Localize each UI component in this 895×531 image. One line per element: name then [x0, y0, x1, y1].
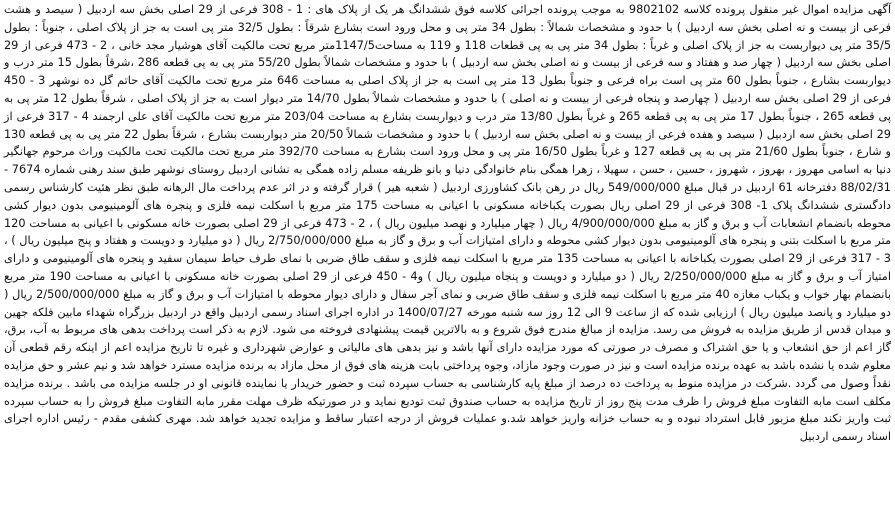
- auction-notice-text: آگهی مزایده اموال غیر منقول پرونده کلاسه 9802102 به موجب پرونده اجرائی کلاسه فوق ششدانگ هر یک از پلاک های : 1 - 308 فرعی از 29 اصلی بخش سه اردبیل ( سیصد و هشت فرعی از بیست و نه اصلی بخش سه اردبیل ) با حدود و مشخصات شمالاً : بطول 34 متر پی و محل ورود است بشارع شرقاً : بطول 32/5 متر پی است به جز از پلاک اصلی ، جنوباً : بطول 35/5 متر پی دیواربست به جز از پلاک اصلی و غرباً : بطول 34 متر پی به پی قطعات 118 و 119 به مساحت1147/5متر مربع تحت مالکیت آقای هوشیار مجد خانی ، 2 - 473 فرعی از 29 اصلی بخش سه اردبیل ( چهار صد و هفتاد و سه فرعی از بیست و نه اصلی بخش سه اردبیل ) با حدود و مشخصات شمالاً بطول 55/20 متر پی به پی قطعه 286 ،شرقاً بطول 15 متر درب و دیواربست بشارع ، جنوباً بطول 60 متر پی است براه فرعی و جنوباً بطول 13 متر پی است به جز از پلاک اصلی به مساحت 646 متر مربع تحت مالکیت آقای حاتم گل ده نوشهر 3 - 450 فرعی از 29 اصلی بخش سه اردبیل ( چهارصد و پنجاه فرعی از بیست و نه اصلی ) با حدود و مشخصات شمالاً بطول 14/70 متر دیوار است به جز از پلاک اصلی ، شرقاً بطول 12 متر پی به پی قطعه 265 ، جنوباً بطول 17 متر پی به پی قطعه 265 و غرباً بطول 13/80 متر درب و دیواربست بشارع به مساحت 203/04 متر مربع تحت مالکیت آقای علی ارجمند 4 - 317 فرعی از 29 اصلی بخش سه اردبیل ( سیصد و هفده فرعی از بیست و نه اصلی بخش سه اردبیل ) با حدود و مشخصات شمالاً 20/50 متر دیواربست بشارع ، شرقاً بطول 22 متر پی به پی قطعه 130 و شارع ، جنوباً بطول 21/60 متر پی به پی قطعه 127 و غرباً بطول 16/50 متر پی و محل ورود است بشارع به مساحت 392/70 متر مربع تحت مالکیت تحت مالکیت وراث مرحوم جهانگیر دنیا به اسامی مهروز ، بهروز ، شهروز ، حسین ، حسن ، سهیلا ، زهرا همگی بنام خانوادگی دنیا و بانو ظریفه مسلم زاده همگی به نشانی اردبیل روستای نوشهر طبق سند رهنی شماره 7674 - 88/02/31 دفترخانه 61 اردبیل در قبال مبلغ 549/000/000 ریال در رهن بانک کشاورزی اردبیل ( شعبه هیر ) قرار گرفته و در اثر عدم پرداخت مال الرهانه طبق نظر هئیت کارشناس رسمی دادگستری ششدانگ پلاک 1- 308 فرعی از 29 اصلی ریال بصورت یکباخانه مسکونی با اعیانی به مساحت 175 متر مربع با اسکلت نیمه فلزی و پنجره های آلومینیومی بدون دیوار کشی محوطه بانضمام انشعابات آب و برق و گاز به مبلغ 4/900/000/000 ریال ( چهار میلیارد و نهصد میلیون ریال ) ، 2 - 473 فرعی از 29 اصلی بصورت خانه مسکونی با اعیانی به مساحت 120 متر مربع با اسکلت بتنی و پنجره های آلومینیومی بدون دیوار کشی محوطه و دارای امتیازات آب و برق و گاز به مبلغ 2/750/000/000 ریال ( دو میلیارد و دویست و هفتاد و پنج میلیون ریال ) ، 3 - 317 فرعی از 29 اصلی بصورت یکباخانه با اعیانی به مساحت 135 متر مربع با اسکلت نیمه فلزی و سقف طاق ضربی با نمای طرف حیاط سیمان سفید و پنجره های آلومینیومی و دارای امتیاز آب و برق و گاز به مبلغ 2/250/000/000 ریال ( دو میلیارد و دویست و پنجاه میلیون ریال ) و4 - 450 فرعی از 29 اصلی بصورت خانه مسکونی با اعیانی به مساحت 190 متر مربع بانضمام بهار خواب و یکباب مغازه 40 متر مربع با اسکلت نیمه فلزی و سقف طاق ضربی و نمای آجر سفال و دارای دیوار محوطه با امتیازات آب و برق و گاز به مبلغ 2/500/000/000 ریال ( دو میلیارد و پانصد میلیون ریال ) ارزیابی شده که از ساعت 9 الی 12 روز سه شنبه مورخه 1400/07/27 در اداره اجرای اسناد رسمی اردبیل واقع در اردبیل بزرگراه شهداء مابین فلکه جهین و میدان قدس از طریق مزایده به فروش می رسد. مزایده از مبالغ مندرج فوق شروع و به بالاترین قیمت پیشنهادی فروخته می شود. لازم به ذکر است پرداخت بدهی های مربوط به آب، برق، گاز اعم از حق انشعاب و یا حق اشتراک و مصرف در صورتی که مورد مزایده دارای آنها باشد و نیز بدهی های مالیاتی و عوارض شهرداری و غیره تا تاریخ مزایده اعم از اینکه رقم قطعی آن معلوم شده یا نشده باشد به عهده برنده مزایده است و نیز در صورت وجود مازاد، وجوه پرداختی بابت هزینه های فوق از محل مازاد به برنده مزایده مسترد خواهد شد و نیم عشر و حق مزایده نقداً وصول می گردد .شرکت در مزایده منوط به پرداخت ده درصد از مبلغ پایه کارشناسی به حساب سپرده ثبت و حضور خریدار یا نماینده قانونی او در جلسه مزایده می باشد . برنده مزایده مکلف است مابه التفاوت مبلغ فروش را ظرف مدت پنج روز از تاریخ مزایده به حساب صندوق ثبت تودیع نماید و در صورتیکه ظرف مهلت مقرر مابه التفاوت مبلغ فروش را به حساب سپرده ثبت واریز نکند مبلغ مزبور قابل استرداد نبوده و به حساب خزانه واریز خواهد شد.و عملیات فروش از درجه اعتبار ساقط و مزایده تجدید خواهد شد. مهری کشفی مقدم - رئیس اداره اجرای اسناد رسمی اردبیل: [4, 3, 892, 444]
